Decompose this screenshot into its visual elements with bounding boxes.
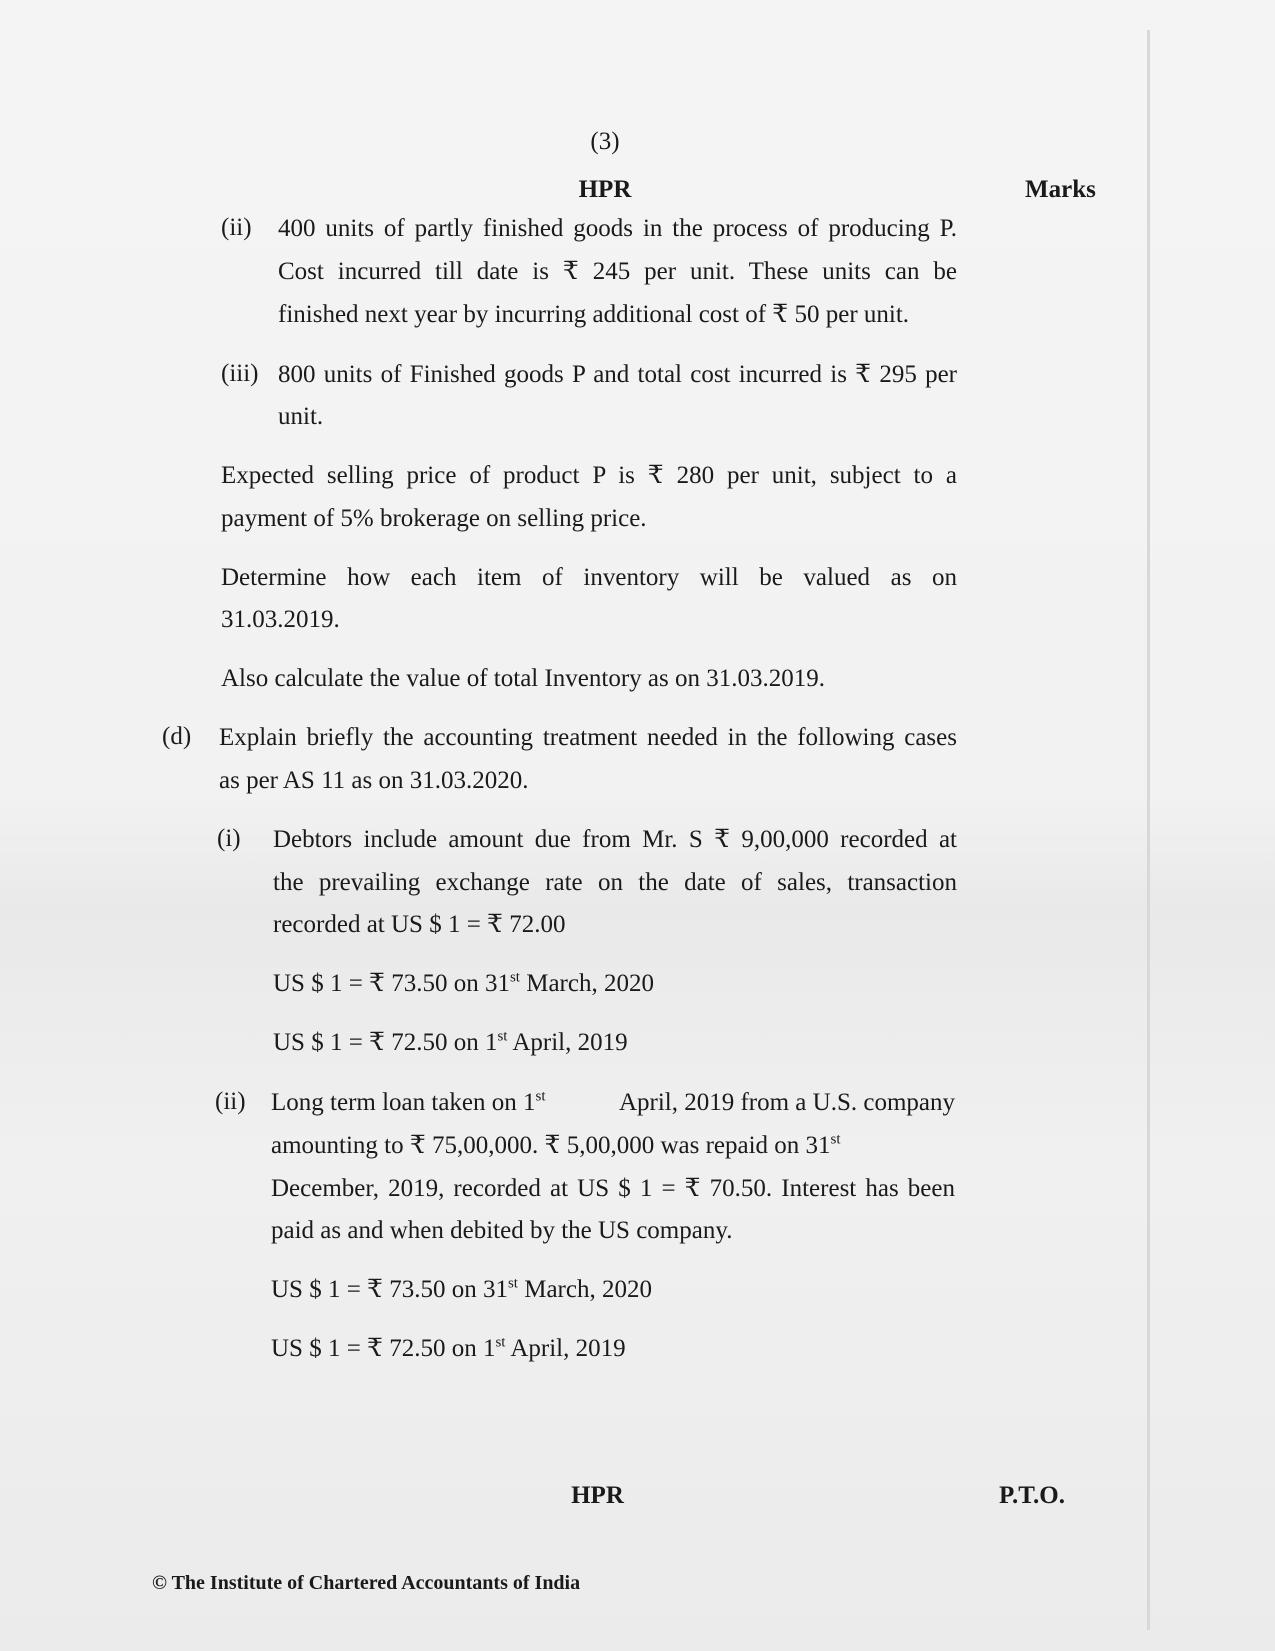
item-iii-line-2: unit.	[278, 403, 324, 430]
case-ii-line-3: December, 2019, recorded at US $ 1 = ₹ 70.50. Interest has been	[271, 1175, 955, 1202]
case-ii-line-1: Long term loan taken on 1st April, 2019 from a U.S. company	[271, 1088, 955, 1116]
item-ii-label: (ii)	[221, 214, 252, 241]
case-i-label: (i)	[217, 825, 241, 852]
section-d-label: (d)	[162, 723, 192, 750]
selling-price-line-1: Expected selling price of product P is ₹ 280 per unit, subject to a	[221, 462, 957, 489]
determine-line-2: 31.03.2019.	[221, 606, 340, 633]
marks-column-heading: Marks	[1025, 176, 1096, 203]
scan-edge-line	[1147, 30, 1150, 1630]
paper-code-header: HPR	[578, 176, 632, 203]
case-ii-rate-march-2020: US $ 1 = ₹ 73.50 on 31st March, 2020	[271, 1275, 652, 1303]
case-ii-label: (ii)	[215, 1088, 246, 1115]
paper-code-footer: HPR	[571, 1482, 624, 1509]
item-ii-line-2: Cost incurred till date is ₹ 245 per unit. These units can be	[278, 258, 957, 285]
case-ii-line-4: paid as and when debited by the US company.	[271, 1217, 733, 1244]
section-d-line-1: Explain briefly the accounting treatment needed in the following cases	[219, 724, 957, 751]
item-ii-line-1: 400 units of partly finished goods in the process of producing P.	[278, 215, 957, 242]
case-i-line-1: Debtors include amount due from Mr. S ₹ 9,00,000 recorded at	[273, 826, 957, 853]
item-ii-line-3: finished next year by incurring additional cost of ₹ 50 per unit.	[278, 301, 910, 328]
please-turn-over: P.T.O.	[999, 1482, 1065, 1509]
item-iii-label: (iii)	[221, 360, 259, 387]
case-i-rate-april-2019: US $ 1 = ₹ 72.50 on 1st April, 2019	[273, 1028, 628, 1056]
item-iii-line-1: 800 units of Finished goods P and total cost incurred is ₹ 295 per	[278, 361, 957, 388]
case-ii-line-2: amounting to ₹ 75,00,000. ₹ 5,00,000 was repaid on 31st	[271, 1131, 841, 1159]
case-i-rate-march-2020: US $ 1 = ₹ 73.50 on 31st March, 2020	[273, 969, 654, 997]
case-ii-rate-april-2019: US $ 1 = ₹ 72.50 on 1st April, 2019	[271, 1334, 626, 1362]
selling-price-line-2: payment of 5% brokerage on selling price.	[221, 505, 647, 532]
section-d-line-2: as per AS 11 as on 31.03.2020.	[219, 767, 529, 794]
case-i-line-3: recorded at US $ 1 = ₹ 72.00	[273, 911, 566, 938]
copyright-notice: © The Institute of Chartered Accountants of India	[152, 1572, 581, 1594]
also-calculate-line: Also calculate the value of total Inventory as on 31.03.2019.	[221, 665, 826, 692]
case-i-line-2: the prevailing exchange rate on the date of sales, transaction	[273, 869, 957, 896]
page-number: (3)	[590, 128, 620, 155]
determine-line-1: Determine how each item of inventory will be valued as on	[221, 564, 957, 591]
